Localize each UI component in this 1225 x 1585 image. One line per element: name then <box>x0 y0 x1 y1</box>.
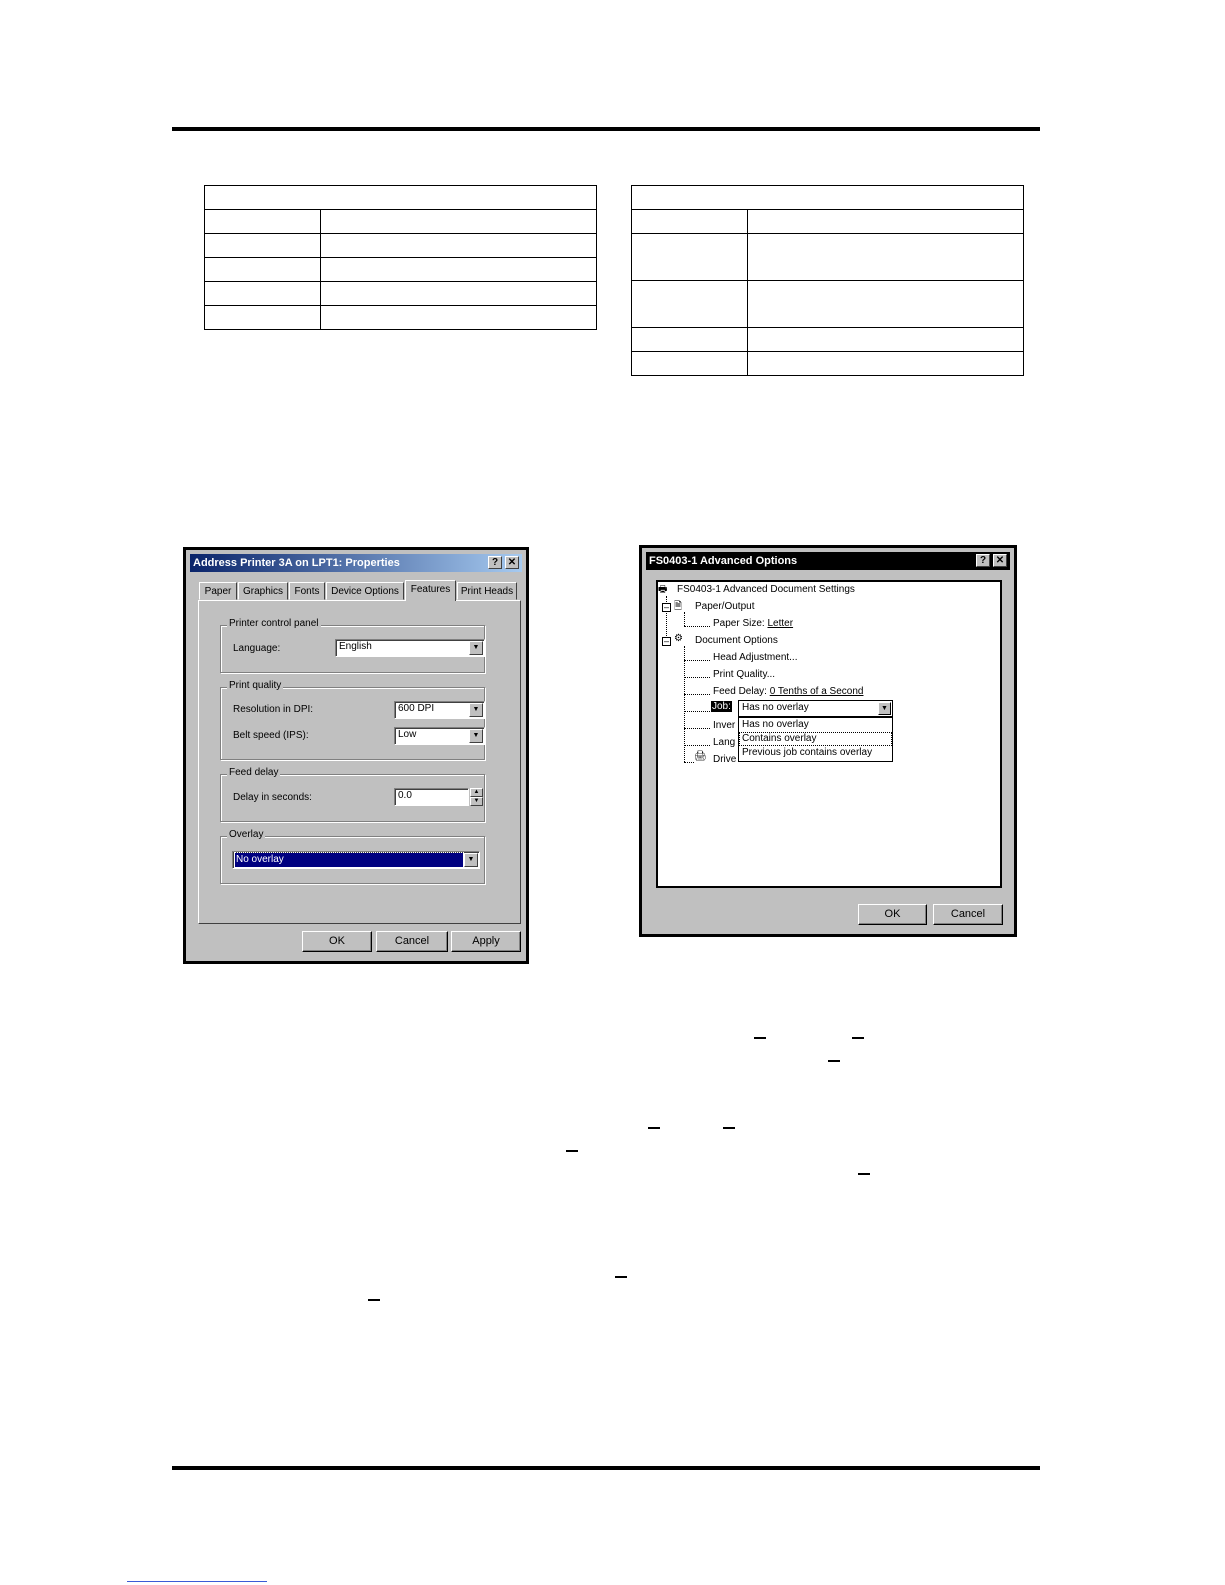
left-table <box>204 185 597 330</box>
spinner-down-icon[interactable]: ▼ <box>470 797 483 806</box>
cancel-button[interactable]: Cancel <box>376 931 448 952</box>
job-option[interactable]: Contains overlay <box>739 732 892 746</box>
tree-paper-output[interactable]: Paper/Output <box>695 601 755 612</box>
belt-speed-select[interactable]: Low ▼ <box>394 727 485 745</box>
underline-mark <box>852 1037 864 1039</box>
paper-size-label: Paper Size: <box>713 618 765 629</box>
advanced-options-dialog <box>639 545 1017 937</box>
tab-device-options[interactable]: Device Options <box>326 582 404 600</box>
footer-link-underline <box>127 1581 267 1582</box>
chevron-down-icon[interactable]: ▼ <box>878 702 891 715</box>
settings-tree <box>656 580 1002 888</box>
printer-control-panel-group <box>220 618 485 673</box>
apply-button[interactable]: Apply <box>451 931 521 952</box>
feed-delay-value: 0 Tenths of a Second <box>769 686 864 697</box>
tree-print-quality[interactable]: Print Quality... <box>713 669 776 680</box>
tree-root[interactable]: FS0403-1 Advanced Document Settings <box>677 584 855 595</box>
right-table <box>631 185 1024 376</box>
tree-head-adjustment[interactable]: Head Adjustment... <box>713 652 798 663</box>
chevron-down-icon[interactable]: ▼ <box>469 729 483 743</box>
tab-paper[interactable]: Paper <box>199 582 237 600</box>
options-icon: ⚙ <box>674 633 683 644</box>
dialog-title: Address Printer 3A on LPT1: Properties <box>193 557 400 569</box>
feed-delay-group <box>220 767 485 822</box>
ok-button[interactable]: OK <box>302 931 372 952</box>
tree-inver-partial[interactable]: Inver <box>713 720 736 731</box>
collapse-icon[interactable]: – <box>663 636 669 646</box>
chevron-down-icon[interactable]: ▼ <box>469 641 483 655</box>
chevron-down-icon[interactable]: ▼ <box>469 703 483 717</box>
tree-line <box>684 660 710 661</box>
delay-input[interactable]: 0.0 <box>394 788 469 806</box>
tree-line <box>684 745 710 746</box>
close-icon[interactable]: ✕ <box>993 554 1007 567</box>
resolution-label: Resolution in DPI: <box>233 704 314 715</box>
tree-line <box>684 711 710 712</box>
tab-graphics[interactable]: Graphics <box>238 582 288 600</box>
language-select[interactable]: English ▼ <box>335 639 485 657</box>
job-dropdown-list <box>738 717 893 762</box>
group-title: Print quality <box>229 680 282 691</box>
underline-mark <box>648 1127 660 1129</box>
group-title: Printer control panel <box>229 618 319 629</box>
tree-line <box>684 728 710 729</box>
properties-titlebar <box>190 554 522 572</box>
advanced-titlebar <box>646 552 1010 570</box>
help-button[interactable]: ? <box>976 554 990 567</box>
tree-line <box>684 694 710 695</box>
paper-size-value: Letter <box>767 618 794 629</box>
underline-mark <box>858 1173 870 1175</box>
footer-rule <box>172 1466 1040 1470</box>
delay-label: Delay in seconds: <box>233 792 312 803</box>
feed-delay-label: Feed Delay: <box>713 686 767 697</box>
features-panel <box>198 600 521 924</box>
underline-mark <box>754 1037 766 1039</box>
group-title: Feed delay <box>229 767 279 778</box>
tree-line <box>684 762 694 763</box>
group-title: Overlay <box>229 829 264 840</box>
help-button[interactable]: ? <box>488 556 502 569</box>
underline-mark <box>615 1276 627 1278</box>
tree-driver-partial[interactable]: Drive <box>713 754 737 765</box>
tree-line <box>684 677 710 678</box>
tab-features[interactable]: Features <box>405 580 456 601</box>
overlay-selected: No overlay <box>235 853 463 867</box>
underline-mark <box>828 1060 840 1062</box>
printer-icon: 🖶 <box>658 584 668 595</box>
underline-mark <box>723 1127 735 1129</box>
tree-feed-delay[interactable] <box>713 686 863 697</box>
tree-line <box>684 612 685 626</box>
tree-line <box>684 626 710 627</box>
close-icon[interactable]: ✕ <box>505 556 519 569</box>
tab-fonts[interactable]: Fonts <box>289 582 325 600</box>
document-icon: 🗎 <box>674 601 683 612</box>
tree-lang-partial[interactable]: Lang <box>713 737 736 748</box>
resolution-select[interactable]: 600 DPI ▼ <box>394 701 485 719</box>
job-select[interactable]: Has no overlay ▼ <box>738 700 893 717</box>
job-option[interactable]: Previous job contains overlay <box>742 747 873 758</box>
ok-button[interactable]: OK <box>858 904 927 925</box>
print-quality-group <box>220 680 485 760</box>
overlay-select[interactable] <box>232 851 480 869</box>
collapse-icon[interactable]: – <box>663 602 669 612</box>
underline-mark <box>566 1150 578 1152</box>
tree-document-options[interactable]: Document Options <box>695 635 778 646</box>
tab-print-heads[interactable]: Print Heads <box>457 582 517 600</box>
overlay-group <box>220 829 485 884</box>
tree-job-label[interactable]: Job: <box>712 701 731 712</box>
language-label: Language: <box>233 643 281 654</box>
cancel-button[interactable]: Cancel <box>933 904 1003 925</box>
chevron-down-icon[interactable]: ▼ <box>464 853 478 867</box>
job-option[interactable]: Has no overlay <box>742 719 809 730</box>
dialog-title: FS0403-1 Advanced Options <box>649 555 798 567</box>
tree-paper-size[interactable] <box>713 618 793 629</box>
belt-speed-label: Belt speed (IPS): <box>233 730 309 741</box>
underline-mark <box>368 1299 380 1301</box>
spinner-up-icon[interactable]: ▲ <box>470 788 483 797</box>
properties-dialog <box>183 547 529 964</box>
driver-icon: 🖨 <box>694 751 707 762</box>
header-rule <box>172 127 1040 131</box>
